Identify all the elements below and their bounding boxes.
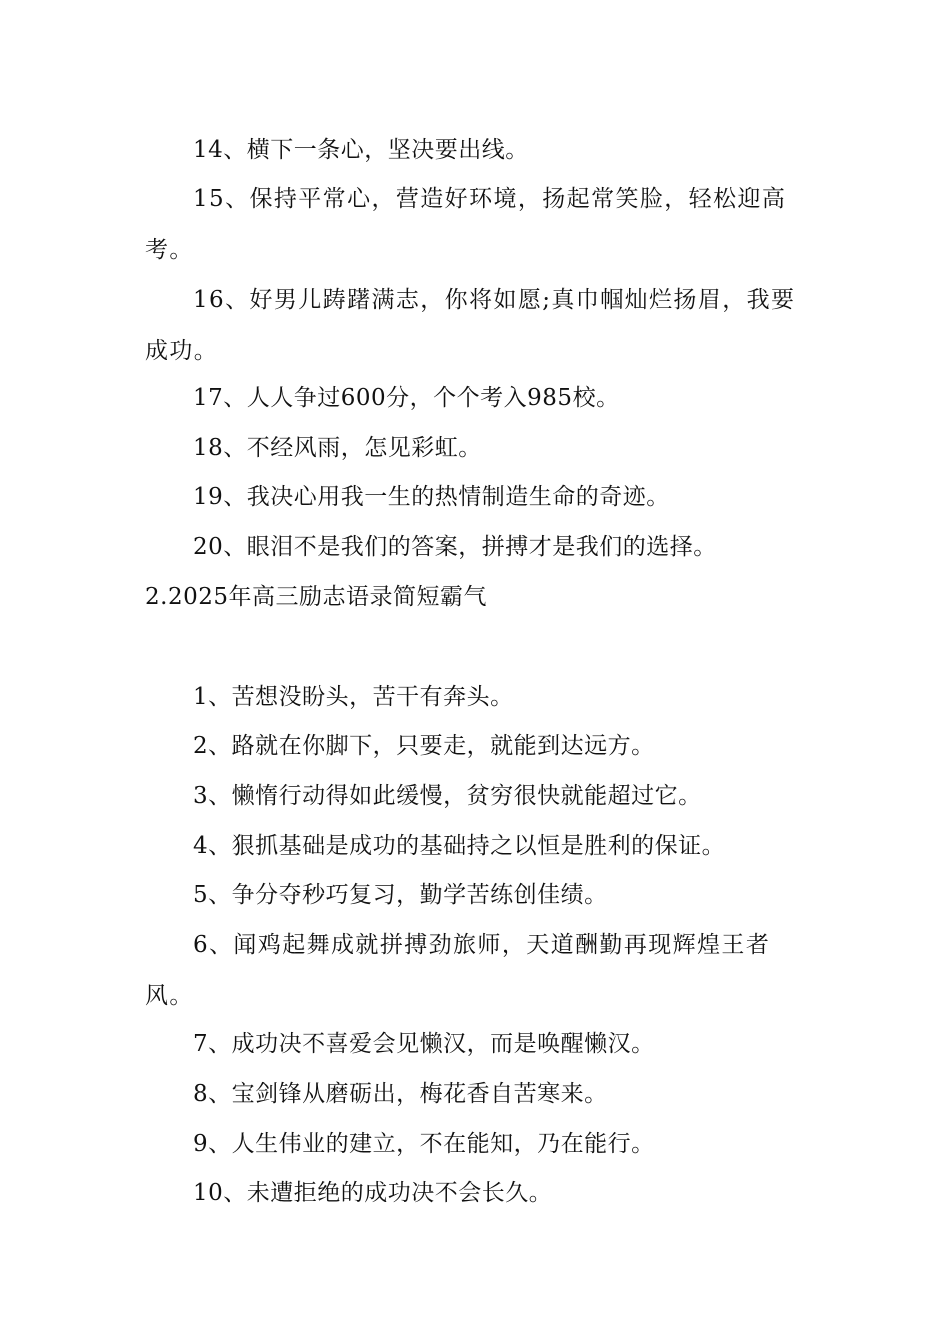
list-item: 14、横下一条心，坚决要出线。 — [193, 137, 529, 163]
list-item: 15、保持平常心，营造好环境，扬起常笑脸，轻松迎高考。 — [145, 186, 787, 263]
list-item: 4、狠抓基础是成功的基础持之以恒是胜利的保证。 — [193, 833, 726, 859]
list-item: 20、眼泪不是我们的答案，拼搏才是我们的选择。 — [193, 534, 717, 560]
list-item: 6、闻鸡起舞成就拼搏劲旅师，天道酬勤再现辉煌王者风。 — [145, 932, 771, 1009]
list-item: 17、人人争过600分，个个考入985校。 — [193, 385, 620, 411]
list-item: 18、不经风雨，怎见彩虹。 — [193, 435, 482, 461]
list-item: 16、好男儿踌躇满志，你将如愿;真巾帼灿烂扬眉，我要成功。 — [145, 287, 796, 364]
list-item: 8、宝剑锋从磨砺出，梅花香自苦寒来。 — [193, 1081, 608, 1107]
list-item: 3、懒惰行动得如此缓慢，贫穷很快就能超过它。 — [193, 783, 702, 809]
list-item: 7、成功决不喜爱会见懒汉，而是唤醒懒汉。 — [193, 1031, 655, 1057]
section-heading: 2.2025年高三励志语录简短霸气 — [145, 584, 487, 610]
list-item: 2、路就在你脚下，只要走，就能到达远方。 — [193, 733, 655, 759]
list-item: 19、我决心用我一生的热情制造生命的奇迹。 — [193, 484, 670, 510]
list-item: 1、苦想没盼头，苦干有奔头。 — [193, 684, 514, 710]
list-item: 10、未遭拒绝的成功决不会长久。 — [193, 1180, 553, 1206]
list-item: 9、人生伟业的建立，不在能知，乃在能行。 — [193, 1131, 655, 1157]
list-item: 5、争分夺秒巧复习，勤学苦练创佳绩。 — [193, 882, 608, 908]
